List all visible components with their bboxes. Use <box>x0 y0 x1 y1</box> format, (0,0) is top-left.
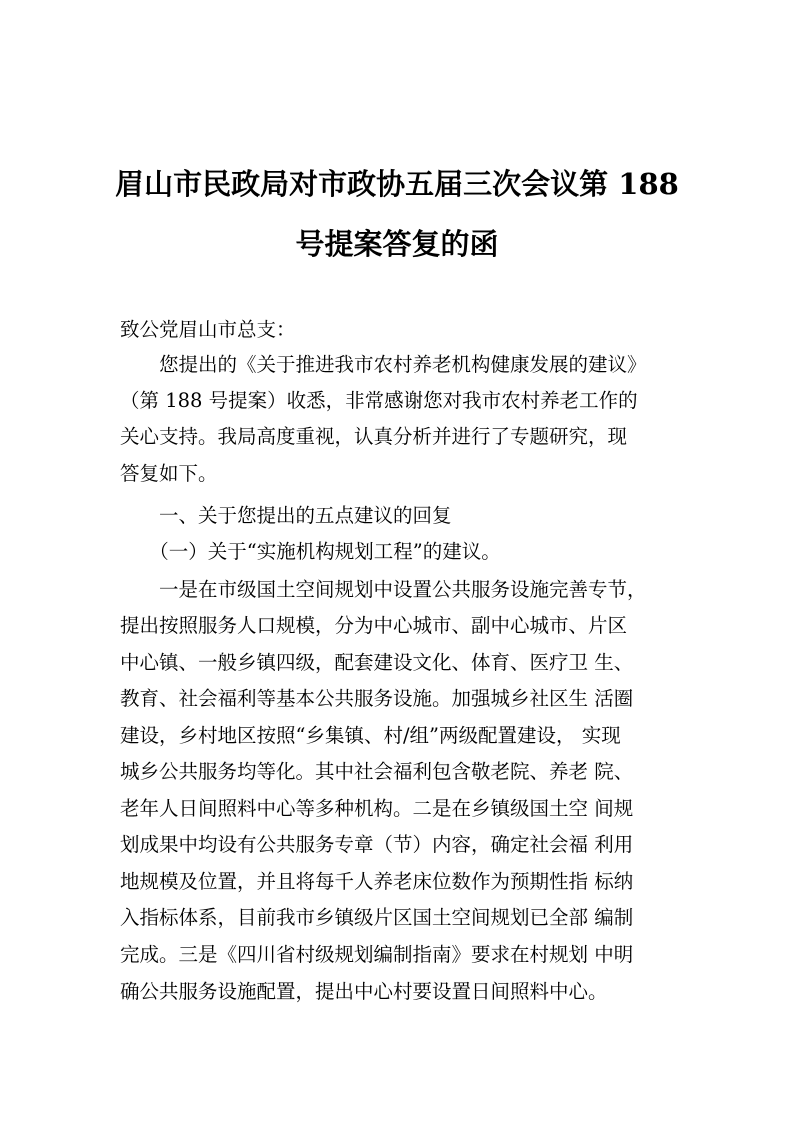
body-line: 建设，乡村地区按照“乡集镇、村/组”两级配置建设， 实现 <box>120 724 621 747</box>
body-line: 城乡公共服务均等化。其中社会福利包含敬老院、养老 院、 <box>120 760 634 783</box>
body-line: 地规模及位置，并且将每千人养老床位数作为预期性指 标纳 <box>120 870 634 893</box>
subsection-heading: （一）关于“实施机构规划工程”的建议。 <box>120 540 501 563</box>
body-line: 老年人日间照料中心等多种机构。二是在乡镇级国土空 间规 <box>120 797 634 820</box>
body-line: 划成果中均设有公共服务专章（节）内容，确定社会福 利用 <box>120 833 634 856</box>
body-line: （第 188 号提案）收悉，非常感谢您对我市农村养老工作的 <box>120 389 638 412</box>
body-line: 入指标体系，目前我市乡镇级片区国土空间规划已全部 编制 <box>120 906 634 929</box>
body-line: 中心镇、一般乡镇四级，配套建设文化、体育、医疗卫 生、 <box>120 651 634 674</box>
body-line: 答复如下。 <box>120 462 218 485</box>
document-title-line-1: 眉山市民政局对市政协五届三次会议第 188 <box>115 167 679 201</box>
body-line: 提出按照服务人口规模，分为中心城市、副中心城市、片区 <box>120 614 628 637</box>
section-heading: 一、关于您提出的五点建议的回复 <box>120 504 452 527</box>
body-line: 一是在市级国土空间规划中设置公共服务设施完善专节， <box>120 578 647 601</box>
body-line: 关心支持。我局高度重视，认真分析并进行了专题研究，现 <box>120 425 628 448</box>
document-title-line-2: 号提案答复的函 <box>295 227 499 261</box>
body-line: 完成。三是《四川省村级规划编制指南》要求在村规划 中明 <box>120 943 634 966</box>
body-line: 您提出的《关于推进我市农村养老机构健康发展的建议》 <box>120 353 647 376</box>
body-line: 教育、社会福利等基本公共服务设施。加强城乡社区生 活圈 <box>120 687 634 710</box>
salutation: 致公党眉山市总支： <box>120 318 296 341</box>
body-line: 确公共服务设施配置，提出中心村要设置日间照料中心。 <box>120 980 608 1003</box>
